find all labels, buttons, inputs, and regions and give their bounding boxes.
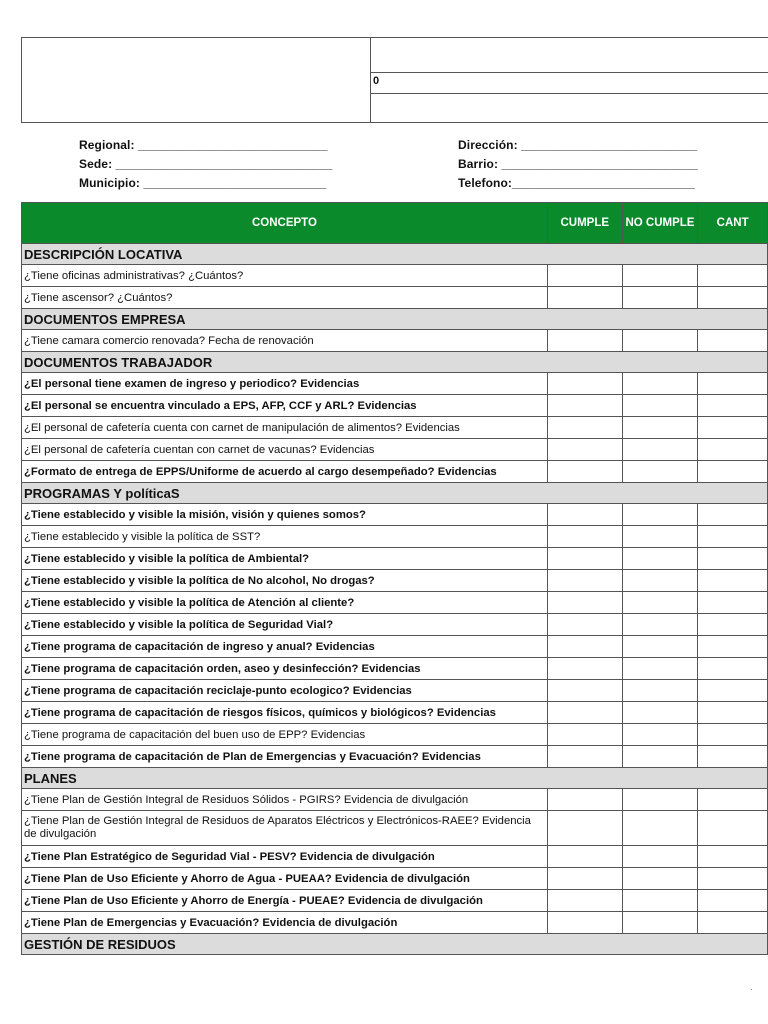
cant-cell[interactable] <box>698 912 768 934</box>
table-row <box>22 330 768 352</box>
telefono-field: Telefono:___________________________ <box>458 176 695 190</box>
header-concepto: CONCEPTO <box>22 203 548 244</box>
checklist-table <box>21 202 768 955</box>
cumple-cell[interactable] <box>547 395 622 417</box>
no-cumple-cell[interactable] <box>622 417 698 439</box>
question-cell: ¿Tiene establecido y visible la política de Ambiental? <box>22 548 548 570</box>
cant-cell[interactable] <box>698 658 768 680</box>
no-cumple-cell[interactable] <box>622 846 698 868</box>
cant-cell[interactable] <box>698 570 768 592</box>
no-cumple-cell[interactable] <box>622 614 698 636</box>
question-cell: ¿El personal de cafetería cuentan con carnet de vacunas? Evidencias <box>22 439 548 461</box>
cumple-cell[interactable] <box>547 504 622 526</box>
table-row <box>22 636 768 658</box>
table-row <box>22 614 768 636</box>
no-cumple-cell[interactable] <box>622 526 698 548</box>
table-row <box>22 592 768 614</box>
cumple-cell[interactable] <box>547 570 622 592</box>
section-row <box>22 768 768 789</box>
section-row <box>22 352 768 373</box>
cant-cell[interactable] <box>698 504 768 526</box>
question-cell: ¿Tiene Plan de Uso Eficiente y Ahorro de Agua - PUEAA? Evidencia de divulgación <box>22 868 548 890</box>
table-row <box>22 504 768 526</box>
cumple-cell[interactable] <box>547 868 622 890</box>
cumple-cell[interactable] <box>547 330 622 352</box>
cumple-cell[interactable] <box>547 439 622 461</box>
table-row <box>22 912 768 934</box>
section-row <box>22 244 768 265</box>
no-cumple-cell[interactable] <box>622 504 698 526</box>
table-row <box>22 890 768 912</box>
cant-cell[interactable] <box>698 680 768 702</box>
question-cell: ¿Tiene Plan de Gestión Integral de Residuos Sólidos - PGIRS? Evidencia de divulgación <box>22 789 548 811</box>
table-row <box>22 570 768 592</box>
no-cumple-cell[interactable] <box>622 592 698 614</box>
question-cell: ¿El personal tiene examen de ingreso y periodico? Evidencias <box>22 373 548 395</box>
cumple-cell[interactable] <box>547 636 622 658</box>
section-row <box>22 309 768 330</box>
cant-cell[interactable] <box>698 636 768 658</box>
question-cell: ¿Tiene oficinas administrativas? ¿Cuántos? <box>22 265 548 287</box>
cumple-cell[interactable] <box>547 287 622 309</box>
table-row <box>22 548 768 570</box>
cant-cell[interactable] <box>698 287 768 309</box>
question-cell: ¿Tiene Plan de Gestión Integral de Residuos de Aparatos Eléctricos y Electrónicos-RAEE? Evidencia de divulgación <box>22 811 548 846</box>
cumple-cell[interactable] <box>547 265 622 287</box>
table-row <box>22 789 768 811</box>
cant-cell[interactable] <box>698 846 768 868</box>
page-marker: · <box>750 985 753 994</box>
table-row <box>22 868 768 890</box>
cumple-cell[interactable] <box>547 724 622 746</box>
question-cell: ¿El personal de cafetería cuenta con carnet de manipulación de alimentos? Evidencias <box>22 417 548 439</box>
question-cell: ¿Tiene establecido y visible la política de No alcohol, No drogas? <box>22 570 548 592</box>
header-divider-2 <box>371 93 768 94</box>
cant-cell[interactable] <box>698 789 768 811</box>
no-cumple-cell[interactable] <box>622 373 698 395</box>
form-header-box <box>21 37 768 123</box>
sede-field: Sede: ________________________________ <box>79 157 333 171</box>
no-cumple-cell[interactable] <box>622 868 698 890</box>
header-value: 0 <box>373 75 380 87</box>
cumple-cell[interactable] <box>547 548 622 570</box>
table-row <box>22 395 768 417</box>
cumple-cell[interactable] <box>547 746 622 768</box>
cumple-cell[interactable] <box>547 614 622 636</box>
barrio-field: Barrio: _____________________________ <box>458 157 698 171</box>
cumple-cell[interactable] <box>547 890 622 912</box>
no-cumple-cell[interactable] <box>622 265 698 287</box>
cant-cell[interactable] <box>698 461 768 483</box>
question-cell: ¿Tiene programa de capacitación de ingreso y anual? Evidencias <box>22 636 548 658</box>
table-row <box>22 265 768 287</box>
no-cumple-cell[interactable] <box>622 724 698 746</box>
question-cell: ¿Tiene Plan Estratégico de Seguridad Vial - PESV? Evidencia de divulgación <box>22 846 548 868</box>
cumple-cell[interactable] <box>547 912 622 934</box>
table-row <box>22 846 768 868</box>
table-row <box>22 658 768 680</box>
cumple-cell[interactable] <box>547 680 622 702</box>
no-cumple-cell[interactable] <box>622 330 698 352</box>
no-cumple-cell[interactable] <box>622 287 698 309</box>
no-cumple-cell[interactable] <box>622 570 698 592</box>
no-cumple-cell[interactable] <box>622 658 698 680</box>
table-row <box>22 287 768 309</box>
cant-cell[interactable] <box>698 592 768 614</box>
municipio-field: Municipio: ___________________________ <box>79 176 327 190</box>
no-cumple-cell[interactable] <box>622 636 698 658</box>
header-no-cumple: NO CUMPLE <box>622 203 698 244</box>
question-cell: ¿Tiene establecido y visible la misión, visión y quienes somos? <box>22 504 548 526</box>
question-cell: ¿Tiene ascensor? ¿Cuántos? <box>22 287 548 309</box>
cant-cell[interactable] <box>698 746 768 768</box>
table-row <box>22 439 768 461</box>
cumple-cell[interactable] <box>547 526 622 548</box>
cant-cell[interactable] <box>698 890 768 912</box>
section-title: DOCUMENTOS EMPRESA <box>22 309 768 330</box>
section-title: DESCRIPCIÓN LOCATIVA <box>22 244 768 265</box>
cumple-cell[interactable] <box>547 373 622 395</box>
question-cell: ¿Tiene programa de capacitación de riesgos físicos, químicos y biológicos? Evidencias <box>22 702 548 724</box>
cant-cell[interactable] <box>698 373 768 395</box>
section-title: GESTIÓN DE RESIDUOS <box>22 934 768 955</box>
question-cell: ¿Tiene camara comercio renovada? Fecha de renovación <box>22 330 548 352</box>
table-row <box>22 417 768 439</box>
cumple-cell[interactable] <box>547 417 622 439</box>
cant-cell[interactable] <box>698 811 768 846</box>
table-row <box>22 461 768 483</box>
header-cumple: CUMPLE <box>547 203 622 244</box>
header-cant: CANT <box>698 203 768 244</box>
question-cell: ¿Tiene programa de capacitación reciclaje-punto ecologico? Evidencias <box>22 680 548 702</box>
question-cell: ¿Tiene establecido y visible la política de SST? <box>22 526 548 548</box>
no-cumple-cell[interactable] <box>622 548 698 570</box>
question-cell: ¿Tiene programa de capacitación orden, aseo y desinfección? Evidencias <box>22 658 548 680</box>
cumple-cell[interactable] <box>547 789 622 811</box>
question-cell: ¿Tiene Plan de Uso Eficiente y Ahorro de Energía - PUEAE? Evidencia de divulgación <box>22 890 548 912</box>
question-cell: ¿Tiene Plan de Emergencias y Evacuación? Evidencia de divulgación <box>22 912 548 934</box>
table-row <box>22 702 768 724</box>
cant-cell[interactable] <box>698 439 768 461</box>
no-cumple-cell[interactable] <box>622 461 698 483</box>
table-row <box>22 746 768 768</box>
question-cell: ¿El personal se encuentra vinculado a EPS, AFP, CCF y ARL? Evidencias <box>22 395 548 417</box>
cant-cell[interactable] <box>698 614 768 636</box>
table-row <box>22 811 768 846</box>
cant-cell[interactable] <box>698 330 768 352</box>
cumple-cell[interactable] <box>547 592 622 614</box>
question-cell: ¿Tiene programa de capacitación de Plan de Emergencias y Evacuación? Evidencias <box>22 746 548 768</box>
cant-cell[interactable] <box>698 702 768 724</box>
cumple-cell[interactable] <box>547 846 622 868</box>
cant-cell[interactable] <box>698 395 768 417</box>
no-cumple-cell[interactable] <box>622 746 698 768</box>
logo-area <box>22 38 371 122</box>
direccion-field: Dirección: __________________________ <box>458 138 698 152</box>
no-cumple-cell[interactable] <box>622 789 698 811</box>
regional-field: Regional: ____________________________ <box>79 138 328 152</box>
no-cumple-cell[interactable] <box>622 702 698 724</box>
table-row <box>22 680 768 702</box>
section-title: PROGRAMAS Y políticaS <box>22 483 768 504</box>
question-cell: ¿Formato de entrega de EPPS/Uniforme de acuerdo al cargo desempeñado? Evidencias <box>22 461 548 483</box>
cumple-cell[interactable] <box>547 658 622 680</box>
cant-cell[interactable] <box>698 724 768 746</box>
cumple-cell[interactable] <box>547 702 622 724</box>
no-cumple-cell[interactable] <box>622 439 698 461</box>
table-row <box>22 373 768 395</box>
cant-cell[interactable] <box>698 265 768 287</box>
cant-cell[interactable] <box>698 526 768 548</box>
section-title: PLANES <box>22 768 768 789</box>
question-cell: ¿Tiene programa de capacitación del buen uso de EPP? Evidencias <box>22 724 548 746</box>
question-cell: ¿Tiene establecido y visible la política de Seguridad Vial? <box>22 614 548 636</box>
table-row <box>22 724 768 746</box>
table-header-row <box>22 203 768 244</box>
section-row <box>22 483 768 504</box>
cumple-cell[interactable] <box>547 811 622 846</box>
cumple-cell[interactable] <box>547 461 622 483</box>
header-divider-1 <box>371 72 768 73</box>
no-cumple-cell[interactable] <box>622 890 698 912</box>
cant-cell[interactable] <box>698 417 768 439</box>
no-cumple-cell[interactable] <box>622 395 698 417</box>
cant-cell[interactable] <box>698 868 768 890</box>
checklist-body <box>22 244 768 955</box>
no-cumple-cell[interactable] <box>622 680 698 702</box>
section-row <box>22 934 768 955</box>
section-title: DOCUMENTOS TRABAJADOR <box>22 352 768 373</box>
no-cumple-cell[interactable] <box>622 912 698 934</box>
no-cumple-cell[interactable] <box>622 811 698 846</box>
table-row <box>22 526 768 548</box>
cant-cell[interactable] <box>698 548 768 570</box>
question-cell: ¿Tiene establecido y visible la política de Atención al cliente? <box>22 592 548 614</box>
